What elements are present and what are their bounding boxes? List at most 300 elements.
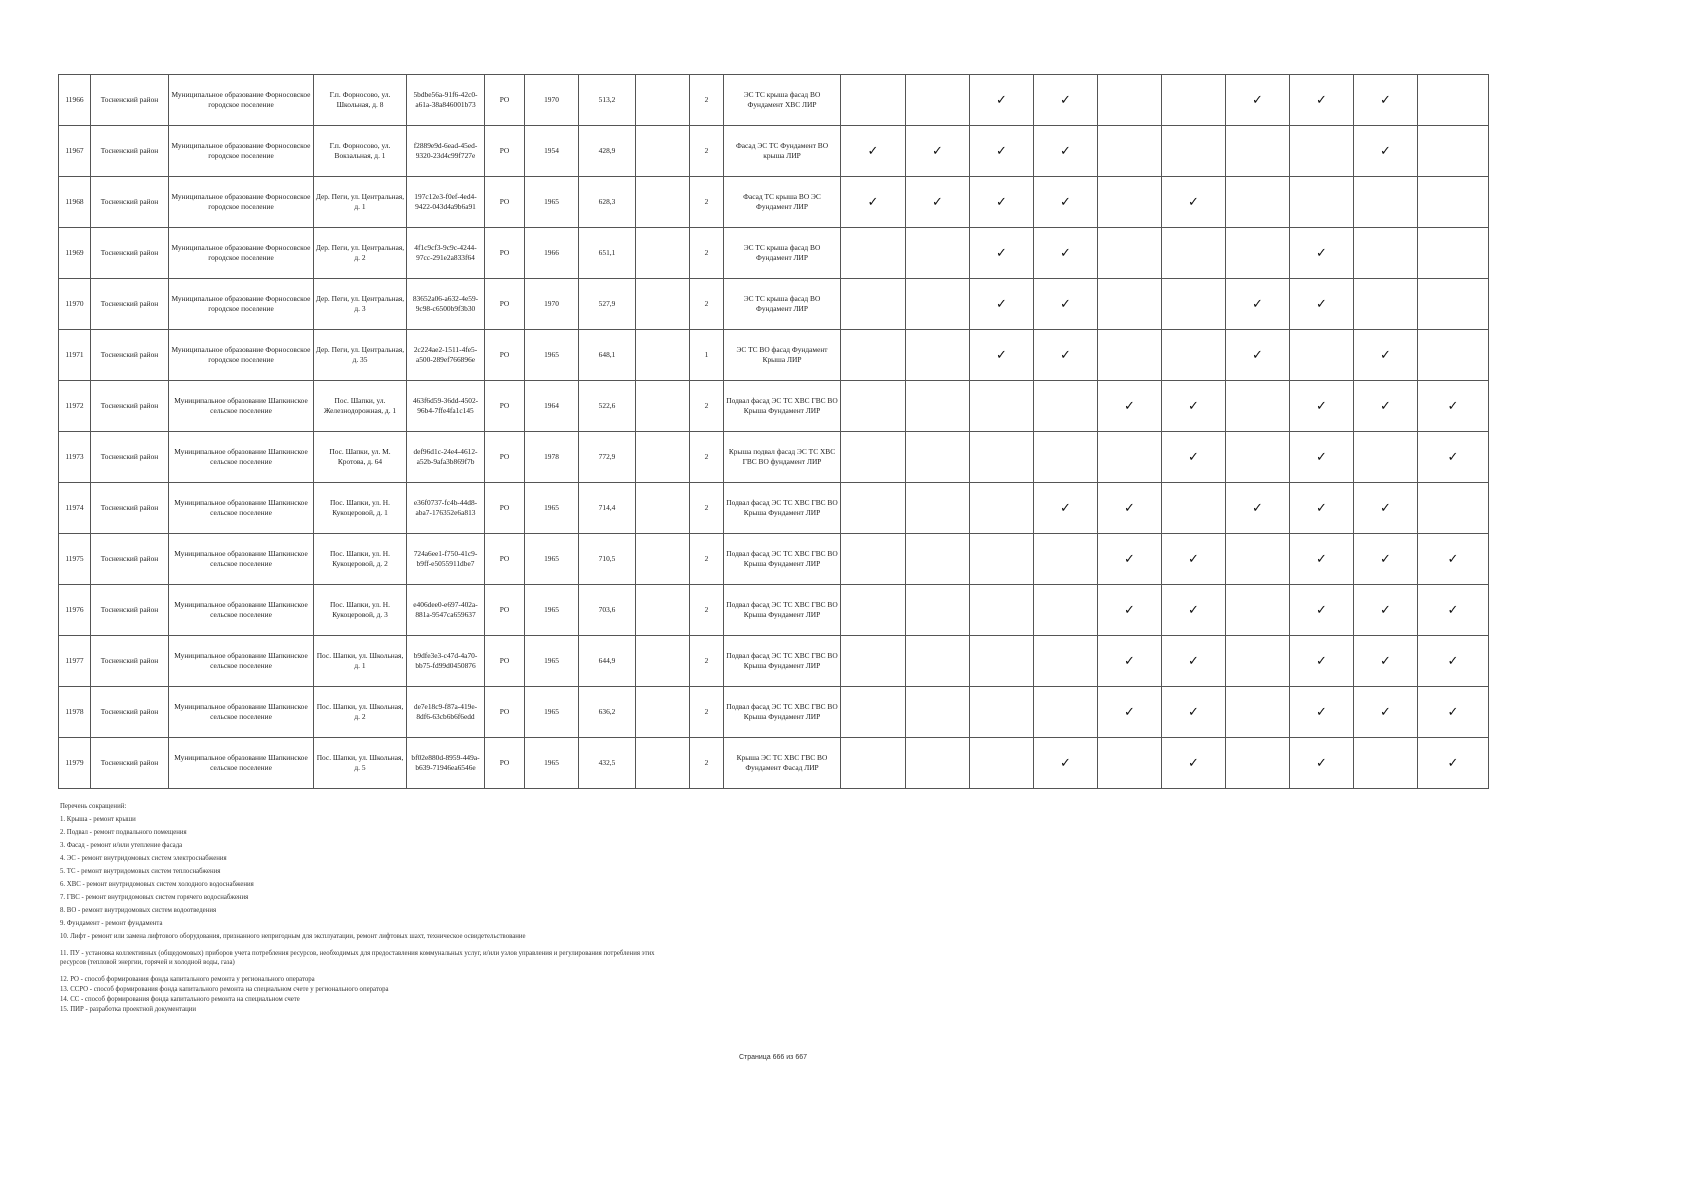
works-list-cell: ЭС ТС крыша фасад ВО Фундамент ЛИР: [724, 228, 841, 279]
municipality-cell: Муниципальное образование Шапкинское сельское поселение: [169, 483, 314, 534]
table-row: [59, 738, 1489, 789]
work-mark-cell: [1354, 228, 1418, 279]
area-cell: 644,9: [579, 636, 636, 687]
legend-item: 8. ВО - ремонт внутридомовых систем водоотведения: [60, 907, 217, 914]
work-mark-cell: [841, 585, 906, 636]
build-year-cell: 1966: [525, 228, 579, 279]
works-list-cell: Подвал фасад ЭС ТС ХВС ГВС ВО Крыша Фундамент ЛИР: [724, 381, 841, 432]
work-mark-cell: [1290, 126, 1354, 177]
work-mark-cell: [1098, 738, 1162, 789]
work-mark-cell: [906, 279, 970, 330]
work-mark-cell: [1098, 432, 1162, 483]
address-cell: Пос. Шапки, ул. Н. Кукоцеровой, д. 1: [314, 483, 407, 534]
work-mark-cell: [1226, 75, 1290, 126]
house-guid-cell: f2889e9d-6ead-45ed-9320-23d4c99f727e: [407, 126, 485, 177]
check-mark-icon: ✓: [1060, 193, 1071, 209]
empty-cell: [636, 432, 690, 483]
work-mark-cell: [1226, 534, 1290, 585]
address-cell: Пос. Шапки, ул. Н. Кукоцеровой, д. 3: [314, 585, 407, 636]
check-mark-icon: ✓: [1124, 550, 1135, 566]
check-mark-icon: ✓: [1124, 397, 1135, 413]
work-mark-cell: [1098, 687, 1162, 738]
check-mark-icon: ✓: [1188, 703, 1199, 719]
work-mark-cell: [1162, 432, 1226, 483]
check-mark-icon: ✓: [1060, 499, 1071, 515]
work-mark-cell: [1226, 228, 1290, 279]
work-mark-cell: [970, 483, 1034, 534]
check-mark-icon: ✓: [1316, 550, 1327, 566]
work-mark-cell: [841, 279, 906, 330]
work-mark-cell: [1034, 330, 1098, 381]
fund-method-cell: РО: [485, 636, 525, 687]
check-mark-icon: ✓: [1380, 142, 1391, 158]
work-mark-cell: [1226, 381, 1290, 432]
area-cell: 710,5: [579, 534, 636, 585]
works-list-cell: Крыша подвал фасад ЭС ТС ХВС ГВС ВО фундамент ЛИР: [724, 432, 841, 483]
area-cell: 628,3: [579, 177, 636, 228]
count-cell: 1: [690, 330, 724, 381]
empty-cell: [636, 636, 690, 687]
legend-item: 7. ГВС - ремонт внутридомовых систем горячего водоснабжения: [60, 894, 249, 901]
municipality-cell: Муниципальное образование Шапкинское сельское поселение: [169, 636, 314, 687]
work-mark-cell: [1034, 126, 1098, 177]
area-cell: 703,6: [579, 585, 636, 636]
check-mark-icon: ✓: [1380, 346, 1391, 362]
check-mark-icon: ✓: [1252, 499, 1263, 515]
build-year-cell: 1970: [525, 75, 579, 126]
check-mark-icon: ✓: [1060, 244, 1071, 260]
check-mark-icon: ✓: [1316, 601, 1327, 617]
work-mark-cell: [1226, 687, 1290, 738]
work-mark-cell: [1034, 228, 1098, 279]
work-mark-cell: [1098, 279, 1162, 330]
work-mark-cell: [1098, 585, 1162, 636]
work-mark-cell: [841, 228, 906, 279]
area-cell: 648,1: [579, 330, 636, 381]
legend-title: Перечень сокращений:: [60, 803, 127, 810]
work-mark-cell: [1162, 534, 1226, 585]
work-mark-cell: [1418, 228, 1489, 279]
area-cell: 527,9: [579, 279, 636, 330]
count-cell: 2: [690, 738, 724, 789]
work-mark-cell: [841, 381, 906, 432]
check-mark-icon: ✓: [1380, 550, 1391, 566]
house-guid-cell: 5bdbe56a-91f6-42c0-a61a-38a846001b73: [407, 75, 485, 126]
fund-method-cell: РО: [485, 534, 525, 585]
district-cell: Тосненский район: [91, 177, 169, 228]
check-mark-icon: ✓: [867, 142, 879, 158]
work-mark-cell: [970, 636, 1034, 687]
work-mark-cell: [1418, 636, 1489, 687]
check-mark-icon: ✓: [1188, 754, 1199, 770]
work-mark-cell: [1354, 432, 1418, 483]
work-mark-cell: [841, 534, 906, 585]
legend-item: 1. Крыша - ремонт крыши: [60, 816, 136, 823]
address-cell: Г.п. Форносово, ул. Вокзальная, д. 1: [314, 126, 407, 177]
count-cell: 2: [690, 126, 724, 177]
work-mark-cell: [1354, 738, 1418, 789]
page-number: Страница 666 из 667: [738, 1054, 808, 1061]
legend-item: 6. ХВС - ремонт внутридомовых систем холодного водоснабжения: [60, 881, 254, 888]
row-number-cell: 11971: [59, 330, 91, 381]
check-mark-icon: ✓: [1447, 703, 1459, 719]
build-year-cell: 1970: [525, 279, 579, 330]
work-mark-cell: [1034, 483, 1098, 534]
work-mark-cell: [1418, 687, 1489, 738]
work-mark-cell: [1354, 177, 1418, 228]
work-mark-cell: [1354, 687, 1418, 738]
work-mark-cell: [841, 738, 906, 789]
municipality-cell: Муниципальное образование Шапкинское сельское поселение: [169, 381, 314, 432]
legend-item: 11. ПУ - установка коллективных (общедомовых) приборов учета потребления ресурсов, необходимых для предоставления коммунальных услуг, и/или узлов управления и регулирования потребления этих ресурсов (тепловой энергии, горячей и холодной воды, газа): [60, 950, 655, 966]
work-mark-cell: [1098, 228, 1162, 279]
work-mark-cell: [1418, 738, 1489, 789]
empty-cell: [636, 177, 690, 228]
fund-method-cell: РО: [485, 483, 525, 534]
works-list-cell: Крыша ЭС ТС ХВС ГВС ВО Фундамент Фасад ЛИР: [724, 738, 841, 789]
check-mark-icon: ✓: [1188, 193, 1199, 209]
count-cell: 2: [690, 279, 724, 330]
work-mark-cell: [841, 636, 906, 687]
works-list-cell: Подвал фасад ЭС ТС ХВС ГВС ВО Крыша Фундамент ЛИР: [724, 687, 841, 738]
row-number-cell: 11976: [59, 585, 91, 636]
work-mark-cell: [906, 687, 970, 738]
work-mark-cell: [906, 534, 970, 585]
work-mark-cell: [1226, 279, 1290, 330]
work-mark-cell: [841, 432, 906, 483]
fund-method-cell: РО: [485, 738, 525, 789]
district-cell: Тосненский район: [91, 534, 169, 585]
build-year-cell: 1965: [525, 738, 579, 789]
area-cell: 522,6: [579, 381, 636, 432]
work-mark-cell: [1226, 738, 1290, 789]
work-mark-cell: [1354, 636, 1418, 687]
work-mark-cell: [1418, 177, 1489, 228]
work-mark-cell: [1226, 636, 1290, 687]
work-mark-cell: [1354, 585, 1418, 636]
row-number-cell: 11970: [59, 279, 91, 330]
work-mark-cell: [970, 687, 1034, 738]
work-mark-cell: [1418, 483, 1489, 534]
work-mark-cell: [1418, 585, 1489, 636]
check-mark-icon: ✓: [1380, 499, 1391, 515]
check-mark-icon: ✓: [1316, 244, 1327, 260]
work-mark-cell: [1226, 585, 1290, 636]
work-mark-cell: [1290, 483, 1354, 534]
table-row: [59, 228, 1489, 279]
legend-item: 9. Фундамент - ремонт фундамента: [60, 920, 163, 927]
empty-cell: [636, 687, 690, 738]
work-mark-cell: [1418, 381, 1489, 432]
works-list-cell: Подвал фасад ЭС ТС ХВС ГВС ВО Крыша Фундамент ЛИР: [724, 585, 841, 636]
check-mark-icon: ✓: [1188, 550, 1199, 566]
address-cell: Дер. Пеги, ул. Центральная, д. 35: [314, 330, 407, 381]
work-mark-cell: [1226, 330, 1290, 381]
work-mark-cell: [1162, 75, 1226, 126]
address-cell: Пос. Шапки, ул. М. Кротова, д. 64: [314, 432, 407, 483]
house-guid-cell: de7e18c9-f87a-419e-8df6-63cb6b6f6edd: [407, 687, 485, 738]
build-year-cell: 1954: [525, 126, 579, 177]
house-guid-cell: 83652a06-a632-4e59-9c98-c6500b9f3b30: [407, 279, 485, 330]
work-mark-cell: [841, 126, 906, 177]
work-mark-cell: [1290, 534, 1354, 585]
row-number-cell: 11967: [59, 126, 91, 177]
check-mark-icon: ✓: [1316, 703, 1327, 719]
legend-item: 13. ССРО - способ формирования фонда капитального ремонта на специальном счете у регионального оператора: [60, 986, 389, 993]
district-cell: Тосненский район: [91, 738, 169, 789]
table-row: [59, 126, 1489, 177]
check-mark-icon: ✓: [1316, 295, 1327, 311]
check-mark-icon: ✓: [1447, 550, 1459, 566]
area-cell: 432,5: [579, 738, 636, 789]
work-mark-cell: [1418, 330, 1489, 381]
abbreviations-legend: [60, 800, 660, 1015]
address-cell: Г.п. Форносово, ул. Школьная, д. 8: [314, 75, 407, 126]
check-mark-icon: ✓: [1447, 397, 1459, 413]
work-mark-cell: [1226, 432, 1290, 483]
municipality-cell: Муниципальное образование Шапкинское сельское поселение: [169, 585, 314, 636]
check-mark-icon: ✓: [1060, 142, 1071, 158]
count-cell: 2: [690, 75, 724, 126]
municipality-cell: Муниципальное образование Шапкинское сельское поселение: [169, 432, 314, 483]
check-mark-icon: ✓: [1060, 346, 1071, 362]
fund-method-cell: РО: [485, 687, 525, 738]
work-mark-cell: [1290, 636, 1354, 687]
work-mark-cell: [970, 75, 1034, 126]
check-mark-icon: ✓: [1447, 652, 1459, 668]
table-row: [59, 636, 1489, 687]
work-mark-cell: [1034, 636, 1098, 687]
row-number-cell: 11968: [59, 177, 91, 228]
work-mark-cell: [1418, 126, 1489, 177]
municipality-cell: Муниципальное образование Форносовское городское поселение: [169, 330, 314, 381]
check-mark-icon: ✓: [1380, 91, 1391, 107]
address-cell: Дер. Пеги, ул. Центральная, д. 1: [314, 177, 407, 228]
work-mark-cell: [970, 126, 1034, 177]
work-mark-cell: [1418, 534, 1489, 585]
work-mark-cell: [906, 330, 970, 381]
house-guid-cell: 724a6ee1-f750-41c9-b9ff-e5055911dbe7: [407, 534, 485, 585]
table-row: [59, 432, 1489, 483]
work-mark-cell: [1162, 330, 1226, 381]
address-cell: Пос. Шапки, ул. Школьная, д. 2: [314, 687, 407, 738]
table-row: [59, 75, 1489, 126]
district-cell: Тосненский район: [91, 687, 169, 738]
works-list-cell: ЭС ТС ВО фасад Фундамент Крыша ЛИР: [724, 330, 841, 381]
check-mark-icon: ✓: [1124, 703, 1135, 719]
table-row: [59, 483, 1489, 534]
work-mark-cell: [841, 75, 906, 126]
fund-method-cell: РО: [485, 126, 525, 177]
work-mark-cell: [970, 381, 1034, 432]
address-cell: Дер. Пеги, ул. Центральная, д. 3: [314, 279, 407, 330]
area-cell: 636,2: [579, 687, 636, 738]
check-mark-icon: ✓: [1124, 499, 1135, 515]
address-cell: Пос. Шапки, ул. Железнодорожная, д. 1: [314, 381, 407, 432]
table-body: [59, 75, 1489, 789]
house-guid-cell: bf02e880d-8959-449a-b639-71946ea6546e: [407, 738, 485, 789]
check-mark-icon: ✓: [1380, 703, 1391, 719]
empty-cell: [636, 279, 690, 330]
work-mark-cell: [1290, 279, 1354, 330]
work-mark-cell: [841, 687, 906, 738]
row-number-cell: 11979: [59, 738, 91, 789]
build-year-cell: 1978: [525, 432, 579, 483]
work-mark-cell: [1034, 738, 1098, 789]
row-number-cell: 11974: [59, 483, 91, 534]
work-mark-cell: [1354, 126, 1418, 177]
check-mark-icon: ✓: [1316, 754, 1327, 770]
municipality-cell: Муниципальное образование Форносовское городское поселение: [169, 126, 314, 177]
legend-item: 3. Фасад - ремонт и/или утепление фасада: [60, 842, 183, 849]
work-mark-cell: [1418, 279, 1489, 330]
build-year-cell: 1965: [525, 585, 579, 636]
work-mark-cell: [1226, 126, 1290, 177]
build-year-cell: 1965: [525, 330, 579, 381]
empty-cell: [636, 381, 690, 432]
fund-method-cell: РО: [485, 330, 525, 381]
work-mark-cell: [1098, 126, 1162, 177]
work-mark-cell: [1098, 534, 1162, 585]
work-mark-cell: [906, 738, 970, 789]
count-cell: 2: [690, 381, 724, 432]
municipality-cell: Муниципальное образование Шапкинское сельское поселение: [169, 534, 314, 585]
table-row: [59, 381, 1489, 432]
house-guid-cell: 463f6d59-36dd-4502-96b4-7ffe4fa1c145: [407, 381, 485, 432]
fund-method-cell: РО: [485, 432, 525, 483]
work-mark-cell: [906, 126, 970, 177]
house-guid-cell: def96d1c-24e4-4612-a52b-9afa3b869f7b: [407, 432, 485, 483]
work-mark-cell: [1290, 738, 1354, 789]
work-mark-cell: [906, 636, 970, 687]
table-row: [59, 687, 1489, 738]
check-mark-icon: ✓: [1447, 448, 1459, 464]
fund-method-cell: РО: [485, 177, 525, 228]
build-year-cell: 1965: [525, 177, 579, 228]
count-cell: 2: [690, 687, 724, 738]
area-cell: 714,4: [579, 483, 636, 534]
fund-method-cell: РО: [485, 228, 525, 279]
work-mark-cell: [1226, 483, 1290, 534]
legend-item: 14. СС - способ формирования фонда капитального ремонта на специальном счете: [60, 996, 300, 1003]
work-mark-cell: [1354, 534, 1418, 585]
work-mark-cell: [1290, 228, 1354, 279]
check-mark-icon: ✓: [932, 193, 943, 209]
count-cell: 2: [690, 432, 724, 483]
work-mark-cell: [970, 330, 1034, 381]
check-mark-icon: ✓: [1188, 448, 1199, 464]
area-cell: 651,1: [579, 228, 636, 279]
check-mark-icon: ✓: [1380, 652, 1391, 668]
work-mark-cell: [1354, 381, 1418, 432]
check-mark-icon: ✓: [996, 142, 1007, 158]
works-list-cell: ЭС ТС крыша фасад ВО Фундамент ЛИР: [724, 279, 841, 330]
work-mark-cell: [1034, 432, 1098, 483]
work-mark-cell: [1290, 75, 1354, 126]
check-mark-icon: ✓: [1316, 652, 1327, 668]
house-guid-cell: e36f0737-fc4b-44d8-aba7-176352e6a813: [407, 483, 485, 534]
municipality-cell: Муниципальное образование Шапкинское сельское поселение: [169, 738, 314, 789]
table-row: [59, 585, 1489, 636]
empty-cell: [636, 534, 690, 585]
legend-item: 12. РО - способ формирования фонда капитального ремонта у регионального оператора: [60, 976, 315, 983]
district-cell: Тосненский район: [91, 483, 169, 534]
work-mark-cell: [1290, 432, 1354, 483]
check-mark-icon: ✓: [996, 346, 1007, 362]
work-mark-cell: [1354, 483, 1418, 534]
row-number-cell: 11972: [59, 381, 91, 432]
check-mark-icon: ✓: [867, 193, 879, 209]
works-list-cell: ЭС ТС крыша фасад ВО Фундамент ХВС ЛИР: [724, 75, 841, 126]
work-mark-cell: [1162, 228, 1226, 279]
work-mark-cell: [970, 534, 1034, 585]
check-mark-icon: ✓: [1447, 754, 1459, 770]
work-mark-cell: [1162, 126, 1226, 177]
municipality-cell: Муниципальное образование Шапкинское сельское поселение: [169, 687, 314, 738]
address-cell: Пос. Шапки, ул. Н. Кукоцеровой, д. 2: [314, 534, 407, 585]
row-number-cell: 11969: [59, 228, 91, 279]
table-row: [59, 177, 1489, 228]
area-cell: 772,9: [579, 432, 636, 483]
work-mark-cell: [970, 738, 1034, 789]
work-mark-cell: [970, 177, 1034, 228]
work-mark-cell: [906, 228, 970, 279]
build-year-cell: 1965: [525, 483, 579, 534]
legend-item: 15. ПИР - разработка проектной документации: [60, 1006, 197, 1013]
work-mark-cell: [906, 483, 970, 534]
work-mark-cell: [1034, 534, 1098, 585]
capital-repair-register-table: [58, 74, 1489, 789]
legend-item: 4. ЭС - ремонт внутридомовых систем электроснабжения: [60, 855, 227, 862]
work-mark-cell: [906, 432, 970, 483]
check-mark-icon: ✓: [1316, 91, 1327, 107]
empty-cell: [636, 228, 690, 279]
work-mark-cell: [1034, 687, 1098, 738]
legend-item: 5. ТС - ремонт внутридомовых систем теплоснабжения: [60, 868, 221, 875]
legend-item: 2. Подвал - ремонт подвального помещения: [60, 829, 187, 836]
address-cell: Дер. Пеги, ул. Центральная, д. 2: [314, 228, 407, 279]
row-number-cell: 11973: [59, 432, 91, 483]
work-mark-cell: [970, 228, 1034, 279]
district-cell: Тосненский район: [91, 636, 169, 687]
municipality-cell: Муниципальное образование Форносовское городское поселение: [169, 177, 314, 228]
row-number-cell: 11977: [59, 636, 91, 687]
fund-method-cell: РО: [485, 279, 525, 330]
works-list-cell: Фасад ЭС ТС Фундамент ВО крыша ЛИР: [724, 126, 841, 177]
work-mark-cell: [1354, 75, 1418, 126]
work-mark-cell: [1354, 279, 1418, 330]
work-mark-cell: [906, 177, 970, 228]
check-mark-icon: ✓: [1060, 91, 1071, 107]
check-mark-icon: ✓: [996, 244, 1007, 260]
work-mark-cell: [1034, 177, 1098, 228]
work-mark-cell: [1290, 687, 1354, 738]
count-cell: 2: [690, 636, 724, 687]
area-cell: 428,9: [579, 126, 636, 177]
work-mark-cell: [1290, 177, 1354, 228]
work-mark-cell: [1418, 432, 1489, 483]
municipality-cell: Муниципальное образование Форносовское городское поселение: [169, 279, 314, 330]
work-mark-cell: [906, 585, 970, 636]
work-mark-cell: [1290, 330, 1354, 381]
build-year-cell: 1964: [525, 381, 579, 432]
work-mark-cell: [1162, 636, 1226, 687]
work-mark-cell: [1162, 585, 1226, 636]
work-mark-cell: [1418, 75, 1489, 126]
check-mark-icon: ✓: [1380, 397, 1391, 413]
work-mark-cell: [1098, 636, 1162, 687]
work-mark-cell: [1290, 381, 1354, 432]
